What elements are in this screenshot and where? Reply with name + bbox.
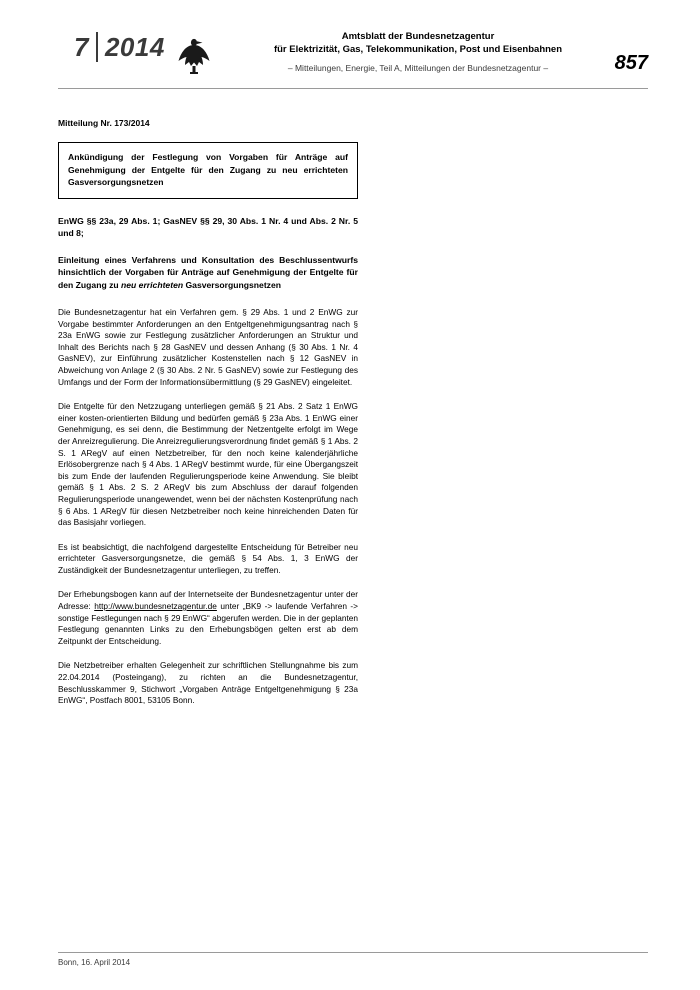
masthead-text	[228, 30, 608, 75]
issue-number: 7	[74, 32, 89, 62]
boxed-title	[58, 142, 358, 199]
body-paragraph-5: Die Netzbetreiber erhalten Gelegenheit zur schriftlichen Stellungnahme bis zum 22.04.2014 (Posteingang), zu richten an die Bundesnetzagentur, Beschlusskammer 9, Stichwort „Vorgaben Anträge Entgeltgenehmigung § 23a EnWG“, Postfach 8001, 53105 Bonn.	[58, 660, 358, 706]
header-divider	[58, 88, 648, 89]
body-paragraph-2: Die Entgelte für den Netzzugang unterliegen gemäß § 21 Abs. 2 Satz 1 EnWG einer kosten-orientierten Bildung und bedürfen gemäß § 23a Abs. 1 EnWG einer Genehmigung, es sei denn, die Bestimmung der Netzentgelte erfolgt im Wege der Anreizregulierung. Die Anreizregulierungsverordnung findet gemäß § 1 Abs. 2 S. 1 ARegV auf einen Netzbetreiber, für den noch keine kalenderjährliche Erlösobergrenze nach § 4 Abs. 1 ARegV bestimmt wurde, für eine Übergangszeit bis zum Ende der laufenden Regulierungsperiode keine Anwendung. Sie bleibt gemäß § 1 Abs. 2 S. 2 ARegV bis zum Abschluss der darauf folgenden Regulierungsperiode unangewendet, wenn bei der nächsten Kostenprüfung nach § 6 Abs. 1 ARegV für diesen Netzbetreiber noch keine hinreichenden Daten für das Basisjahr vorliegen.	[58, 401, 358, 528]
subtitle-part-1: Einleitung eines Verfahrens und Konsultation des Beschlussentwurfs hinsichtlich der Vorgaben für Anträge auf Genehmigung der Entgelte für den Zugang zu	[58, 254, 358, 290]
federal-eagle-icon	[173, 32, 215, 76]
page-number: 857	[614, 52, 648, 74]
boxed-title-text: Ankündigung der Festlegung von Vorgaben für Anträge auf Genehmigung der Entgelte für den Zugang zu neu errichteten Gasversorgungsnetzen	[68, 152, 348, 187]
masthead-subtitle: für Elektrizität, Gas, Telekommunikation, Post und Eisenbahnen	[273, 44, 563, 55]
footer-place-date: Bonn, 16. April 2014	[58, 958, 131, 967]
issue-identifier	[74, 32, 165, 63]
issue-year: 2014	[104, 32, 165, 62]
paragraph-4-after-link: unter „BK9 -> laufende Verfahren -> sonstige Festlegungen nach § 29 EnWG“ abgerufen werden. Die in der geplanten Festlegung genannten Links zu den Erhebungsbögen gelten erst ab dem Zeitpunkt der Entscheidung.	[58, 601, 358, 646]
bundesnetzagentur-link[interactable]: http://www.bundesnetzagentur.de	[94, 601, 217, 612]
document-content	[58, 118, 358, 720]
issue-separator	[96, 32, 98, 62]
body-paragraph-3: Es ist beabsichtigt, die nachfolgend dargestellte Entscheidung für Betreiber neu errichteter Gasversorgungsnetze, die gemäß § 54 Abs. 1, 3 EnWG der Zuständigkeit der Bundesnetzagentur unterliegen, zu treffen.	[58, 541, 358, 575]
subtitle-part-2: Gasversorgungsnetzen	[183, 279, 282, 290]
masthead-section-line: – Mitteilungen, Energie, Teil A, Mitteilungen der Bundesnetzagentur –	[287, 63, 549, 73]
subtitle-italic-part: neu errichteten	[121, 279, 184, 290]
legal-reference: EnWG §§ 23a, 29 Abs. 1; GasNEV §§ 29, 30 Abs. 1 Nr. 4 und Abs. 2 Nr. 5 und 8;	[58, 215, 358, 238]
masthead-title: Amtsblatt der Bundesnetzagentur	[341, 31, 495, 42]
footer-divider	[58, 952, 648, 953]
body-paragraph-4	[58, 589, 358, 647]
paragraph-4-before-link: Der Erhebungsbogen kann auf der Internetseite der Bundesnetzagentur unter der Adresse:	[58, 589, 358, 612]
page-header	[58, 30, 648, 88]
document-subtitle	[58, 254, 358, 292]
body-paragraph-1: Die Bundesnetzagentur hat ein Verfahren gem. § 29 Abs. 1 und 2 EnWG zur Vorgabe bestimmter Anforderungen an den Entgeltgenehmigungsantrag nach § 23a EnWG sowie zur Festlegung zusätzlicher Anforderungen an Struktur und Inhalt des Berichts nach § 28 GasNEV und dessen Anhang (§ 30 Abs. 1 Nr. 4 GasNEV), zur Einführung zusätzlicher Kostenstellen nach § 12 GasNEV in Abweichung von Anlage 2 (§ 30 Abs. 2 Nr. 5 GasNEV) sowie zur Festlegung des Umfangs und der Form der Informationsübermittlung (§ 29 GasNEV) eingeleitet.	[58, 307, 358, 387]
notice-number: Mitteilung Nr. 173/2014	[58, 118, 150, 128]
